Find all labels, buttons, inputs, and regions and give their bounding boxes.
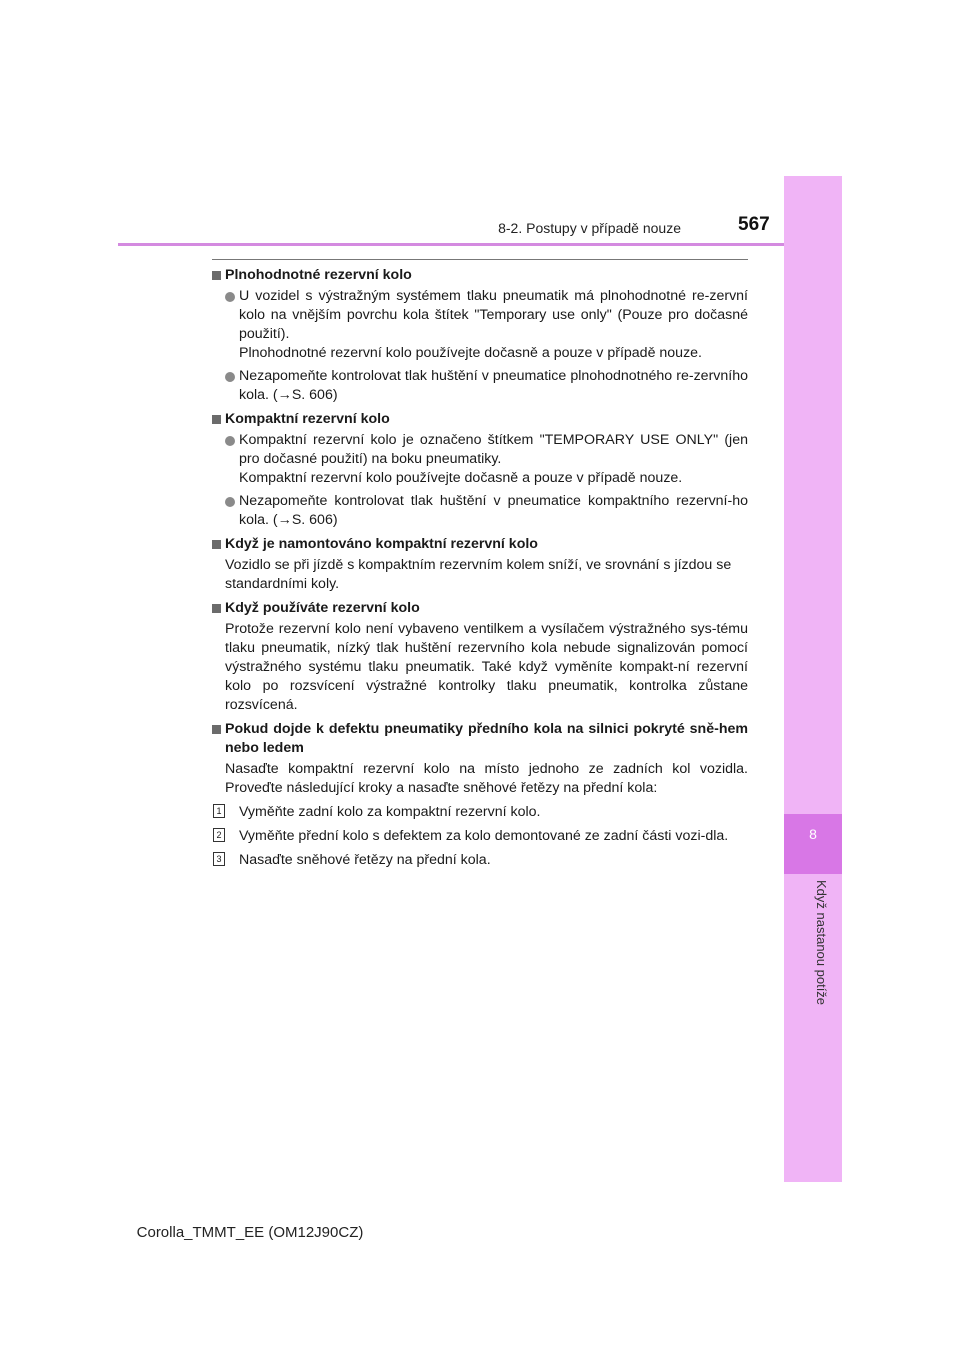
circle-bullet-icon (225, 372, 235, 382)
section-compact-installed: Když je namontováno kompaktní rezervní kolo Vozidlo se při jízdě s kompaktním rezervním kolem sníží, ve srovnání s jízdou se standardními koly. (212, 535, 748, 594)
section-heading: Pokud dojde k defektu pneumatiky předního kola na silnici pokryté sně-hem nebo ledem (212, 720, 748, 758)
bullet-item: U vozidel s výstražným systémem tlaku pneumatik má plnohodnotné re-zervní kolo na vnějším povrchu kola štítek "Temporary use only" (Pouze pro dočasné použití). Plnohodnotné rezervní kolo používejte dočasně a pouze v případě nouze. (212, 287, 748, 363)
step-number-box: 1 (213, 804, 225, 818)
square-bullet-icon (212, 604, 221, 613)
footer-document-id: Corolla_TMMT_EE (OM12J90CZ) (136, 1224, 364, 1241)
step-item: 1 Vyměňte zadní kolo za kompaktní rezervní kolo. (212, 803, 748, 822)
header-rule (118, 243, 784, 246)
square-bullet-icon (212, 540, 221, 549)
content-divider (212, 259, 748, 260)
square-bullet-icon (212, 725, 221, 734)
page-content (212, 266, 748, 875)
chapter-number: 8 (809, 826, 817, 842)
section-heading: Když je namontováno kompaktní rezervní kolo (212, 535, 748, 554)
section-heading: Když používáte rezervní kolo (212, 599, 748, 618)
step-item: 3 Nasaďte sněhové řetězy na přední kola. (212, 851, 748, 870)
section-title: 8-2. Postupy v případě nouze (498, 220, 681, 236)
step-number-box: 2 (213, 828, 225, 842)
page-number: 567 (738, 214, 770, 235)
circle-bullet-icon (225, 436, 235, 446)
section-compact-spare (212, 410, 748, 530)
section-using-spare: Když používáte rezervní kolo Protože rezervní kolo není vybaveno ventilkem a vysílačem výstražného sys-tému tlaku pneumatik, nízký tlak huštění rezervního kola nebude signalizován pomocí výstražného systému tlaku pneumatik. Také když vyměníte kompakt-ní rezervní kolo po rozsvícení výstražné kontrolky tlaku pneumatik, kontrolka zůstane rozsvícená. (212, 599, 748, 715)
chapter-title-vertical: Když nastanou potíže (814, 880, 829, 1006)
chapter-side-tab (784, 176, 842, 1182)
section-heading: Plnohodnotné rezervní kolo (212, 266, 748, 285)
chapter-active-marker (784, 814, 842, 874)
circle-bullet-icon (225, 497, 235, 507)
circle-bullet-icon (225, 292, 235, 302)
section-snow-flat: Pokud dojde k defektu pneumatiky předního kola na silnici pokryté sně-hem nebo ledem Nasaďte kompaktní rezervní kolo na místo jednoho ze zadních kol vozidla. Proveďte následující kroky a nasaďte sněhové řetězy na přední kola: 1 Vyměňte zadní kolo za kompaktní rezervní kolo. 2 Vyměňte přední kolo s defektem za kolo demontované ze zadní části vozi-dla. 3 Nasaďte sněhové řetězy na přední kola. (212, 720, 748, 870)
bullet-item: Nezapomeňte kontrolovat tlak huštění v pneumatice plnohodnotného re-zervního kola. (→S. 606) (212, 367, 748, 405)
section-full-spare (212, 266, 748, 405)
square-bullet-icon (212, 271, 221, 280)
square-bullet-icon (212, 415, 221, 424)
step-number-box: 3 (213, 852, 225, 866)
bullet-item: Nezapomeňte kontrolovat tlak huštění v pneumatice kompaktního rezervní-ho kola. (→S. 606) (212, 492, 748, 530)
section-heading: Kompaktní rezervní kolo (212, 410, 748, 429)
step-item: 2 Vyměňte přední kolo s defektem za kolo demontované ze zadní části vozi-dla. (212, 827, 748, 846)
bullet-item: Kompaktní rezervní kolo je označeno štítkem "TEMPORARY USE ONLY" (jen pro dočasné použití) na boku pneumatiky. Kompaktní rezervní kolo používejte dočasně a pouze v případě nouze. (212, 431, 748, 488)
